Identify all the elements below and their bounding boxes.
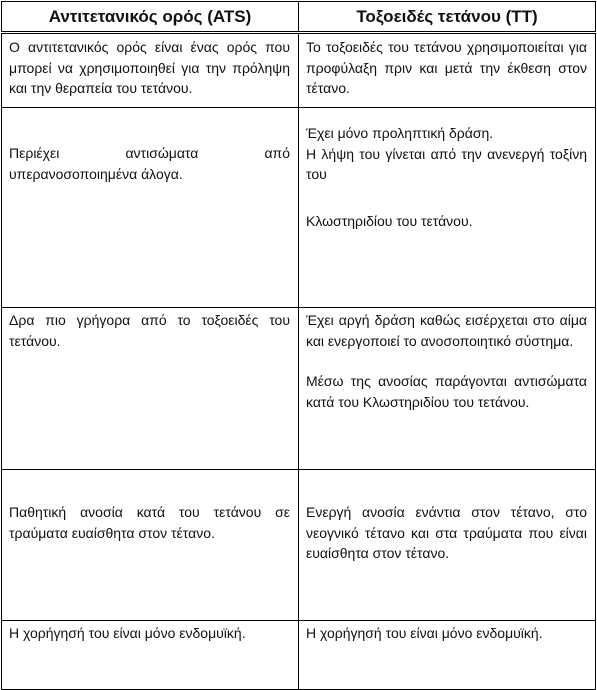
ats-cell	[2, 470, 299, 621]
header-row	[2, 2, 596, 33]
header-ats: Αντιτετανικός ορός (ATS)	[2, 2, 299, 33]
tt-text: Μέσω της ανοσίας παράγονται αντισώματα κατά του Κλωστηριδίου του τετάνου.	[306, 373, 587, 410]
ats-text: Ο αντιτετανικός ορός είναι ένας ορός που μπορεί να χρησιμοποιηθεί για την πρόληψη και την θεραπεία του τετάνου.	[9, 39, 290, 96]
tt-text: Το τοξοειδές του τετάνου χρησιμοποιείται για προφύλαξη πριν και μετά την έκθεση στον τέτανο.	[306, 39, 587, 96]
table-row	[2, 33, 596, 108]
tt-cell	[299, 621, 596, 690]
table-row	[2, 621, 596, 690]
tt-text: Ενεργή ανοσία ενάντια στον τέτανο, στο νεογνικό τέτανο και στα τραύματα που είναι ευαίσθητα στον τέτανο.	[306, 504, 587, 561]
tt-text: Έχει αργή δράση καθώς εισέρχεται στο αίμα και ενεργοποιεί το ανοσοποιητικό σύστημα.	[306, 312, 587, 349]
tt-cell	[299, 33, 596, 108]
tt-text: Η λήψη του γίνεται από την ανενεργή τοξίνη του	[306, 145, 587, 182]
tt-text: Έχει μόνο προληπτική δράση.	[306, 125, 494, 141]
table-row	[2, 470, 596, 621]
table-row	[2, 308, 596, 470]
comparison-table	[1, 1, 596, 690]
tt-cell	[299, 470, 596, 621]
tt-cell	[299, 308, 596, 470]
tt-cell	[299, 108, 596, 308]
header-tt: Τοξοειδές τετάνου (TT)	[299, 2, 596, 33]
ats-text: Δρα πιο γρήγορα από το τοξοειδές του τετάνου.	[9, 312, 290, 349]
ats-text: Παθητική ανοσία κατά του τετάνου σε τραύματα ευαίσθητα στον τέτανο.	[9, 504, 290, 541]
tt-text: Η χορήγησή του είναι μόνο ενδομυϊκή.	[306, 625, 543, 641]
ats-cell	[2, 108, 299, 308]
ats-cell	[2, 621, 299, 690]
table-row	[2, 108, 596, 308]
tt-text: Κλωστηριδίου του τετάνου.	[306, 212, 473, 229]
ats-text: Περιέχει αντισώματα από υπερανοσοποιημένα άλογα.	[9, 145, 290, 182]
ats-text: Η χορήγησή του είναι μόνο ενδομυϊκή.	[9, 625, 246, 641]
ats-cell	[2, 308, 299, 470]
ats-cell	[2, 33, 299, 108]
